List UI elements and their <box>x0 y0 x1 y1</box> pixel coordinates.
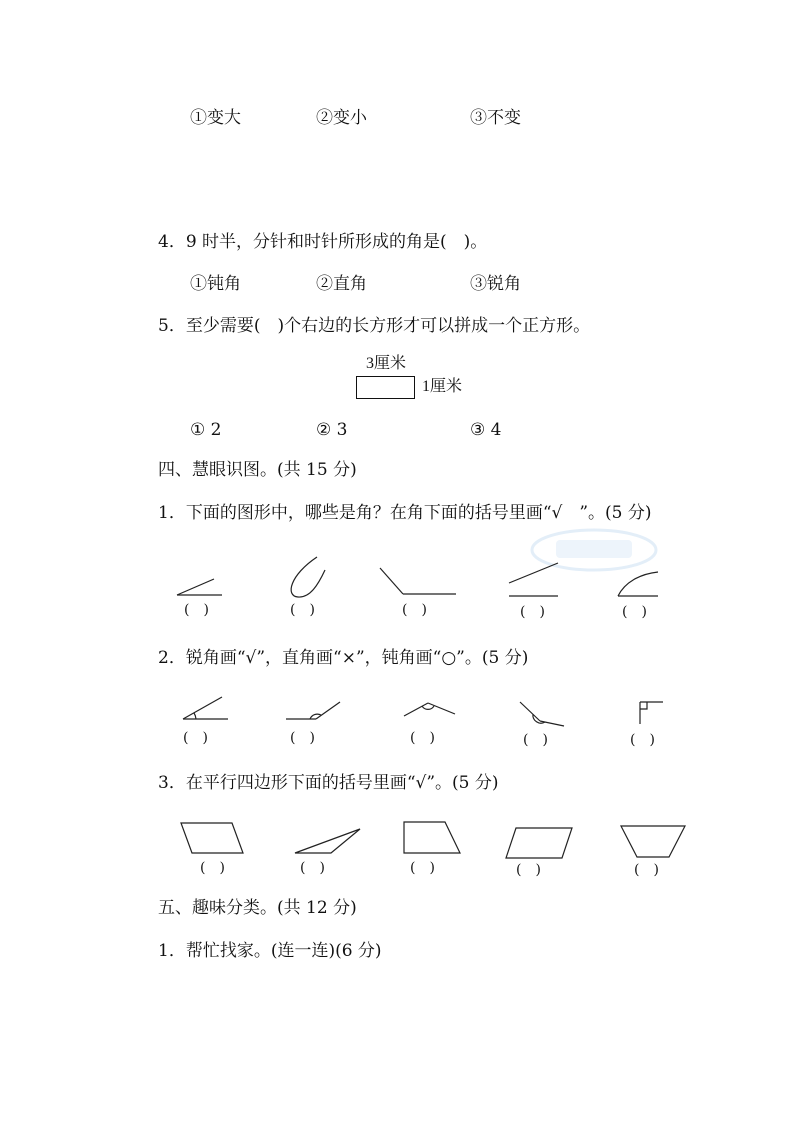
s4-q2-text: 2．锐角画“√”，直角画“×”，钝角画“○”。(5 分) <box>158 648 529 668</box>
q2-answer-paren-2[interactable]: ( ) <box>290 730 315 746</box>
q3-answer-paren-5[interactable]: ( ) <box>634 862 659 878</box>
q2-answer-paren-5[interactable]: ( ) <box>630 732 655 748</box>
q3-option-3: ③不变 <box>470 108 521 128</box>
q4-option-3: ③锐角 <box>470 274 521 294</box>
q3-option-2: ②变小 <box>316 108 367 128</box>
q3-answer-paren-1[interactable]: ( ) <box>200 860 225 876</box>
q2-answer-paren-3[interactable]: ( ) <box>410 730 435 746</box>
q3-answer-paren-2[interactable]: ( ) <box>300 860 325 876</box>
section5-title: 五、趣味分类。(共 12 分) <box>158 898 357 918</box>
q1-answer-paren-3[interactable]: ( ) <box>402 602 427 618</box>
q4-option-2: ②直角 <box>316 274 367 294</box>
section4-title: 四、慧眼识图。(共 15 分) <box>158 460 357 480</box>
s4-q3-text: 3．在平行四边形下面的括号里画“√”。(5 分) <box>158 773 499 793</box>
s5-q1-text: 1．帮忙找家。(连一连)(6 分) <box>158 941 382 961</box>
q5-option-1: ① 2 <box>190 420 222 440</box>
q5-option-3: ③ 4 <box>470 420 502 440</box>
q2-answer-paren-1[interactable]: ( ) <box>183 730 208 746</box>
q3-answer-paren-3[interactable]: ( ) <box>410 860 435 876</box>
rect-width-label: 3厘米 <box>366 355 407 372</box>
q1-answer-paren-2[interactable]: ( ) <box>290 602 315 618</box>
q1-answer-paren-1[interactable]: ( ) <box>184 602 209 618</box>
q3-fig-5-trapezoid <box>621 826 685 857</box>
s4-q1-text: 1．下面的图形中，哪些是角？在角下面的括号里画“√ ”。(5 分) <box>158 503 652 523</box>
q1-answer-paren-5[interactable]: ( ) <box>622 604 647 620</box>
q3-fig-3-trapezoid <box>404 822 460 853</box>
q3-fig-2-triangle <box>295 829 360 853</box>
rect-height-label: 1厘米 <box>422 378 463 395</box>
q5-option-2: ② 3 <box>316 420 348 440</box>
q3-fig-1-parallelogram <box>181 823 243 853</box>
q3-answer-paren-4[interactable]: ( ) <box>516 862 541 878</box>
q1-answer-paren-4[interactable]: ( ) <box>520 604 545 620</box>
q4-option-1: ①钝角 <box>190 274 241 294</box>
q5-text: 5．至少需要( )个右边的长方形才可以拼成一个正方形。 <box>158 316 591 336</box>
q3-fig-4-parallelogram <box>506 828 572 858</box>
q2-answer-paren-4[interactable]: ( ) <box>523 732 548 748</box>
q4-text: 4．9 时半，分针和时针所形成的角是( )。 <box>158 232 488 252</box>
q3-option-1: ①变大 <box>190 108 241 128</box>
